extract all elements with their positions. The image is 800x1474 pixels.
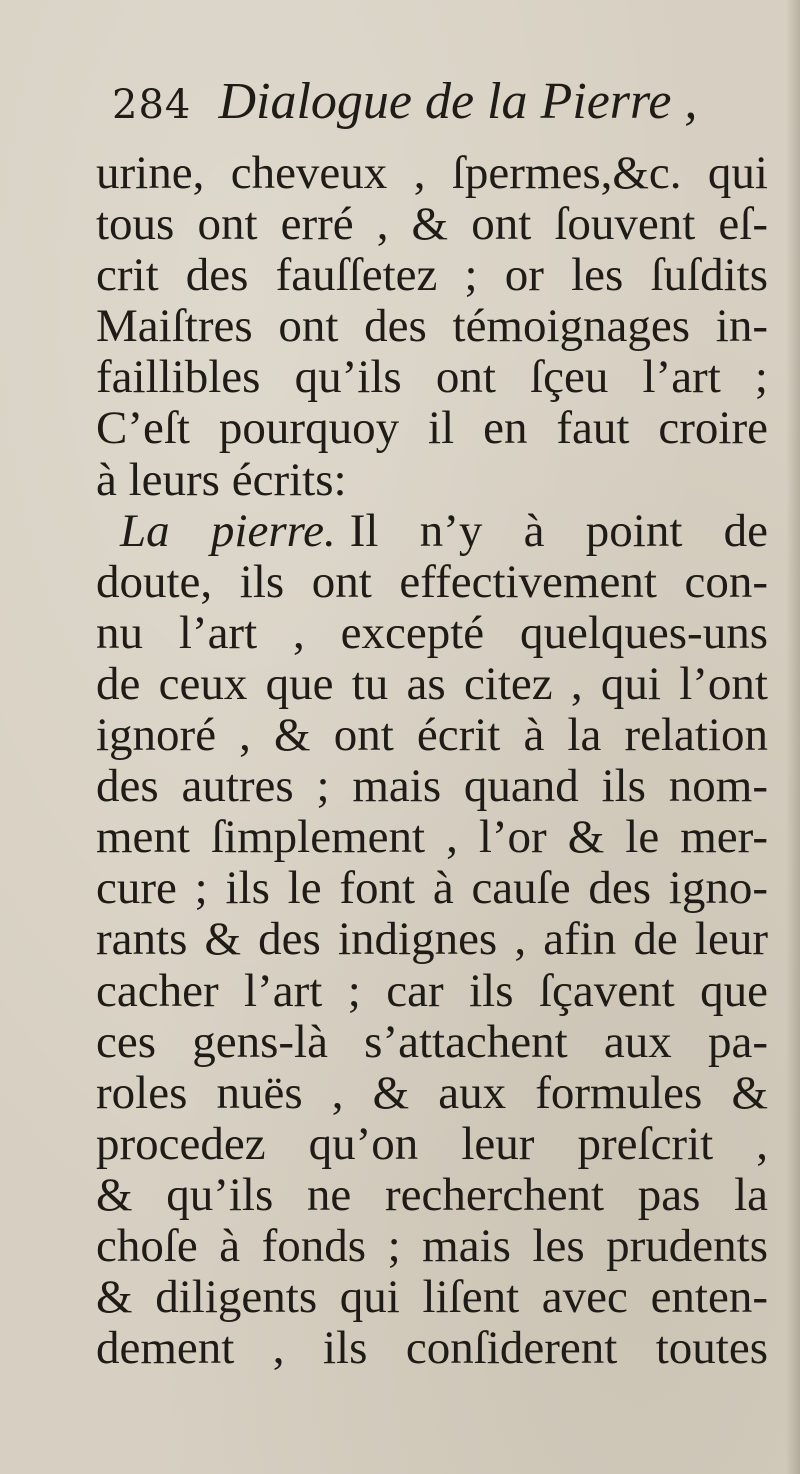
body-text (96, 148, 768, 1374)
speaker-label: La pierre. (120, 505, 336, 557)
text-line: procedez qu’on leur preſcrit , (96, 1118, 768, 1170)
text-line: doute, ils ont effectivement con- (96, 556, 768, 608)
text-line: crit des fauſſetez ; or les ſuſdits (96, 250, 768, 302)
text-line: rants & des indignes , afin de leur (96, 914, 768, 966)
text-line: & diligents qui liſent avec enten- (96, 1272, 768, 1324)
text-line: à leurs écrits: (96, 454, 347, 506)
text-line: des autres ; mais quand ils nom- (96, 761, 768, 813)
text-line: Maiſtres ont des témoignages in- (96, 301, 768, 353)
text-line: C’eſt pourquoy il en faut croire (96, 403, 768, 455)
running-title: Dialogue de la Pierre , (218, 73, 698, 130)
page-header (112, 72, 732, 142)
text-line: tous ont erré , & ont ſouvent eſ- (96, 199, 768, 251)
speaker-line (96, 506, 768, 557)
text-line: ignoré , & ont écrit à la relation (96, 710, 768, 762)
text-line: faillibles qu’ils ont ſçeu l’art ; (96, 352, 768, 404)
page-edge-shadow (786, 0, 800, 1474)
page-number: 284 (112, 82, 192, 128)
text-line: cacher l’art ; car ils ſçavent que (96, 965, 768, 1017)
text-line: dement , ils conſiderent toutes (96, 1323, 768, 1375)
text-line: ment ſimplement , l’or & le mer- (96, 812, 768, 864)
speaker-line-text: Il n’y à point de (349, 505, 768, 557)
text-line: roles nuës , & aux formules & (96, 1067, 768, 1119)
text-line: & qu’ils ne recherchent pas la (96, 1169, 768, 1221)
text-line: urine, cheveux , ſpermes,&c. qui (96, 148, 768, 199)
text-line: ces gens-là s’attachent aux pa- (96, 1016, 768, 1068)
text-line: de ceux que tu as citez , qui l’ont (96, 658, 768, 710)
text-line: cure ; ils le font à cauſe des igno- (96, 863, 768, 915)
text-line: choſe à fonds ; mais les prudents (96, 1220, 768, 1272)
text-line: nu l’art , excepté quelques-uns (96, 607, 768, 659)
